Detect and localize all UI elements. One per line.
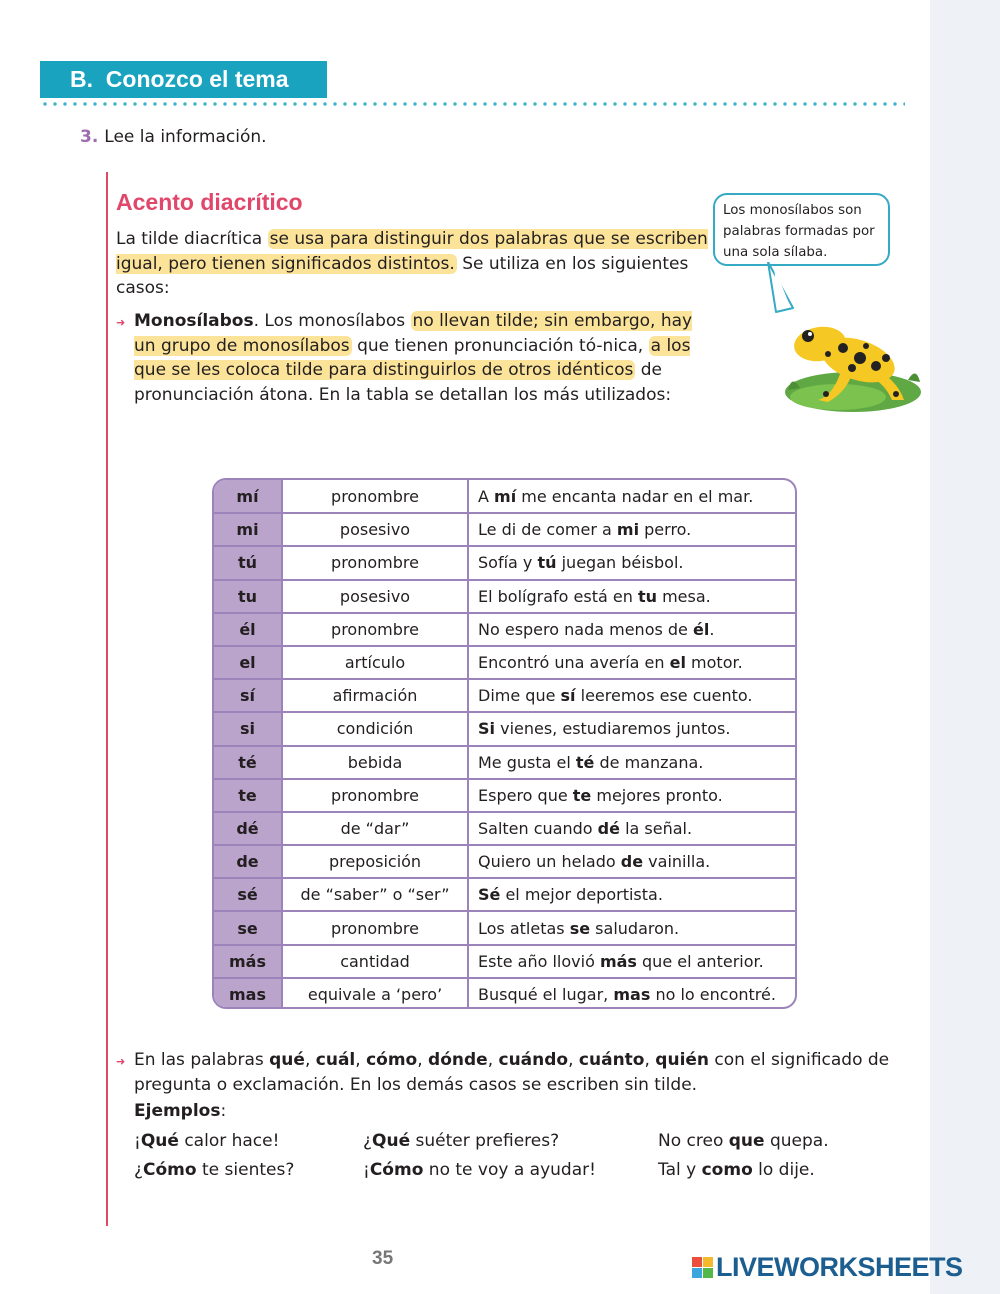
bullet1-highlight-2: a los que se les coloca tilde para distinguirlos de otros idénticos (134, 335, 691, 380)
question-word-separator: , (304, 1050, 316, 1070)
table-cell-example (468, 646, 795, 679)
frog-illustration-icon (748, 262, 928, 422)
example-pre: Dime que (478, 686, 561, 706)
table-cell-category: artículo (282, 646, 468, 679)
example-pre: A (478, 486, 495, 506)
table-row (214, 945, 795, 978)
table-cell-example (468, 746, 795, 779)
example-post: me encanta nadar en el mar. (516, 486, 754, 506)
table-cell-example (468, 613, 795, 646)
intro-highlight: se usa para distinguir dos palabras que se escriben igual, pero tienen significados distintos. (116, 229, 708, 274)
examples-label-text: Ejemplos (134, 1101, 221, 1121)
table-row (214, 580, 795, 613)
example-post: la señal. (619, 818, 693, 838)
bullet1-text-2: que tienen pronunciación tó-nica, (351, 335, 649, 356)
table-cell-example (468, 580, 795, 613)
table-cell-word: si (214, 712, 282, 745)
table-cell-word: te (214, 779, 282, 812)
example-bold: Si (478, 719, 496, 739)
example-bold: tú (537, 553, 557, 573)
table-cell-category: pronombre (282, 546, 468, 579)
table-cell-word: tú (214, 546, 282, 579)
bullet2-rest: con el significado de pregunta o exclamación. En los demás casos se escriben sin tilde. (134, 1050, 890, 1095)
table-cell-example (468, 911, 795, 944)
example-post: mesa. (656, 586, 711, 606)
table-cell-category: cantidad (282, 945, 468, 978)
example-sentence (134, 1131, 279, 1151)
example-sentence-post: no te voy a ayudar! (423, 1160, 596, 1180)
example-post: vienes, estudiaremos juntos. (495, 719, 731, 739)
table-cell-category: afirmación (282, 679, 468, 712)
question-word-list (269, 1050, 709, 1070)
instruction-number: 3. (80, 127, 99, 147)
example-bold: sí (560, 686, 576, 706)
intro-text-2: Se utiliza en los siguientes casos: (116, 253, 689, 298)
page-number: 35 (372, 1248, 394, 1269)
table-cell-word: té (214, 746, 282, 779)
examples-label (134, 1101, 226, 1121)
example-pre: Espero que (478, 785, 573, 805)
question-word-separator: , (355, 1050, 367, 1070)
table-cell-word: sé (214, 878, 282, 911)
table-cell-example (468, 779, 795, 812)
example-bold: mí (494, 486, 517, 506)
example-sentence-pre: ¡ (134, 1131, 141, 1151)
table-row (214, 712, 795, 745)
example-pre: Sofía y (478, 553, 538, 573)
instruction-text: Lee la información. (104, 127, 267, 147)
example-post: vainilla. (643, 852, 711, 872)
example-post: perro. (639, 520, 692, 540)
example-post: . (709, 619, 715, 639)
question-word-separator: , (644, 1050, 656, 1070)
example-sentence-post: te sientes? (196, 1160, 295, 1180)
question-word: cuánto (578, 1050, 645, 1070)
example-post: el mejor deportista. (500, 885, 663, 905)
example-sentence-pre: Tal y (658, 1160, 702, 1180)
example-pre: Le di de comer a (478, 520, 617, 540)
table-row (214, 513, 795, 546)
example-bold: se (569, 918, 591, 938)
table-cell-word: mas (214, 978, 282, 1009)
table-cell-word: sí (214, 679, 282, 712)
example-sentence-bold: Qué (372, 1131, 411, 1151)
example-bold: mas (613, 985, 651, 1005)
example-post: motor. (685, 653, 743, 673)
monosyllable-term: Monosílabos (134, 311, 254, 331)
table-cell-category: pronombre (282, 779, 468, 812)
example-pre: Salten cuando (478, 818, 598, 838)
question-words-paragraph (134, 1048, 914, 1097)
table-cell-example (468, 712, 795, 745)
bullet-arrow-icon: ➜ (116, 316, 126, 329)
bullet2-intro: En las palabras (134, 1050, 270, 1070)
example-pre: Los atletas (478, 918, 570, 938)
example-pre: Busqué el lugar, (478, 985, 614, 1005)
table-cell-example (468, 679, 795, 712)
example-pre: Este año llovió (478, 951, 600, 971)
table-cell-word: de (214, 845, 282, 878)
example-sentence (363, 1131, 559, 1151)
intro-text-1: La tilde diacrítica (116, 229, 268, 249)
table-cell-example (468, 845, 795, 878)
question-word: qué (269, 1050, 305, 1070)
table-cell-example (468, 945, 795, 978)
table-cell-word: el (214, 646, 282, 679)
bullet-arrow-icon: ➜ (116, 1055, 126, 1068)
table-cell-example (468, 978, 795, 1009)
example-sentence-bold: que (728, 1131, 765, 1151)
table-cell-category: condición (282, 712, 468, 745)
question-word: cuándo (498, 1050, 569, 1070)
question-word: cómo (366, 1050, 418, 1070)
example-pre: No espero nada menos de (478, 619, 693, 639)
example-sentence (658, 1160, 815, 1180)
example-sentence-bold: Qué (140, 1131, 179, 1151)
question-word-separator: , (417, 1050, 429, 1070)
table-row (214, 646, 795, 679)
table-row (214, 746, 795, 779)
liveworksheets-brand (692, 1252, 963, 1283)
margin-rule (106, 172, 108, 1226)
table-cell-word: mí (214, 480, 282, 513)
section-header (40, 61, 327, 98)
table-cell-category: de “dar” (282, 812, 468, 845)
example-sentence-pre: ¿ (134, 1160, 144, 1180)
example-sentence-post: suéter prefieres? (410, 1131, 560, 1151)
bullet1-text-1: . Los monosílabos (253, 311, 411, 331)
example-sentence-pre: No creo (658, 1131, 729, 1151)
example-sentence (363, 1160, 596, 1180)
example-sentence (658, 1131, 829, 1151)
table-cell-example (468, 812, 795, 845)
example-bold: Sé (478, 885, 501, 905)
example-bold: de (620, 852, 644, 872)
dotted-divider (40, 101, 905, 107)
question-word: quién (655, 1050, 710, 1070)
table-cell-example (468, 480, 795, 513)
example-post: leeremos ese cuento. (575, 686, 753, 706)
table (214, 480, 795, 1009)
question-word-separator: , (568, 1050, 579, 1070)
bullet1-highlight-1: no llevan tilde; sin embargo, hay un grupo de monosílabos (134, 311, 693, 356)
example-bold: él (692, 619, 710, 639)
section-letter: B. (70, 66, 93, 92)
table-cell-word: él (214, 613, 282, 646)
table-row (214, 845, 795, 878)
table-cell-example (468, 546, 795, 579)
example-bold: te (572, 785, 592, 805)
table-cell-category: posesivo (282, 513, 468, 546)
example-bold: más (599, 951, 637, 971)
table-row (214, 978, 795, 1009)
table-cell-category: pronombre (282, 911, 468, 944)
examples-colon: : (220, 1101, 227, 1121)
example-sentence-post: lo dije. (752, 1160, 815, 1180)
table-cell-example (468, 878, 795, 911)
monosyllable-table (212, 478, 797, 1009)
section-title: Conozco el tema (105, 66, 289, 92)
table-row (214, 779, 795, 812)
table-cell-word: más (214, 945, 282, 978)
table-cell-category: pronombre (282, 480, 468, 513)
bubble-text: Los monosílabos son palabras formadas por una sola sílaba. (723, 203, 875, 260)
example-sentence (134, 1160, 294, 1180)
table-body (214, 480, 795, 1009)
table-row (214, 679, 795, 712)
table-row (214, 613, 795, 646)
monosyllable-paragraph (134, 309, 706, 407)
example-post: juegan béisbol. (556, 553, 684, 573)
example-sentence-pre: ¡ (363, 1160, 370, 1180)
example-sentence-bold: Cómo (143, 1160, 197, 1180)
example-pre: Encontró una avería en (478, 653, 670, 673)
example-bold: dé (597, 818, 620, 838)
example-bold: té (575, 752, 595, 772)
example-sentence-post: calor hace! (178, 1131, 280, 1151)
table-row (214, 878, 795, 911)
table-cell-word: mi (214, 513, 282, 546)
example-sentence-pre: ¿ (363, 1131, 373, 1151)
table-cell-category: de “saber” o “ser” (282, 878, 468, 911)
example-pre: Quiero un helado (478, 852, 621, 872)
example-bold: mi (616, 520, 640, 540)
example-post: que el anterior. (636, 951, 764, 971)
question-word-separator: , (487, 1050, 499, 1070)
question-word: cuál (315, 1050, 356, 1070)
side-strip (930, 0, 1000, 1294)
example-post: saludaron. (590, 918, 680, 938)
intro-paragraph (116, 227, 708, 301)
table-row (214, 812, 795, 845)
table-cell-category: preposición (282, 845, 468, 878)
table-cell-category: pronombre (282, 613, 468, 646)
table-cell-category: posesivo (282, 580, 468, 613)
table-cell-word: se (214, 911, 282, 944)
example-sentence-bold: como (701, 1160, 753, 1180)
example-sentence-post: quepa. (764, 1131, 829, 1151)
table-cell-example (468, 513, 795, 546)
example-post: no lo encontré. (650, 985, 776, 1005)
example-post: mejores pronto. (591, 785, 723, 805)
example-pre: El bolígrafo está en (478, 586, 638, 606)
example-bold: tu (637, 586, 657, 606)
example-sentence-bold: Cómo (369, 1160, 424, 1180)
speech-bubble (713, 193, 890, 266)
topic-title: Acento diacrítico (116, 189, 303, 215)
example-pre: Me gusta el (478, 752, 576, 772)
example-bold: el (669, 653, 686, 673)
brand-logo-icon (692, 1257, 713, 1278)
table-row (214, 546, 795, 579)
bullet1-text-3: de pronunciación átona. En la tabla se detallan los más utilizados: (134, 360, 672, 405)
example-post: de manzana. (594, 752, 704, 772)
question-word: dónde (428, 1050, 488, 1070)
instruction (80, 127, 267, 147)
table-row (214, 911, 795, 944)
table-cell-word: tu (214, 580, 282, 613)
table-row (214, 480, 795, 513)
table-cell-word: dé (214, 812, 282, 845)
brand-text: LIVEWORKSHEETS (716, 1252, 963, 1282)
table-cell-category: bebida (282, 746, 468, 779)
table-cell-category: equivale a ‘pero’ (282, 978, 468, 1009)
